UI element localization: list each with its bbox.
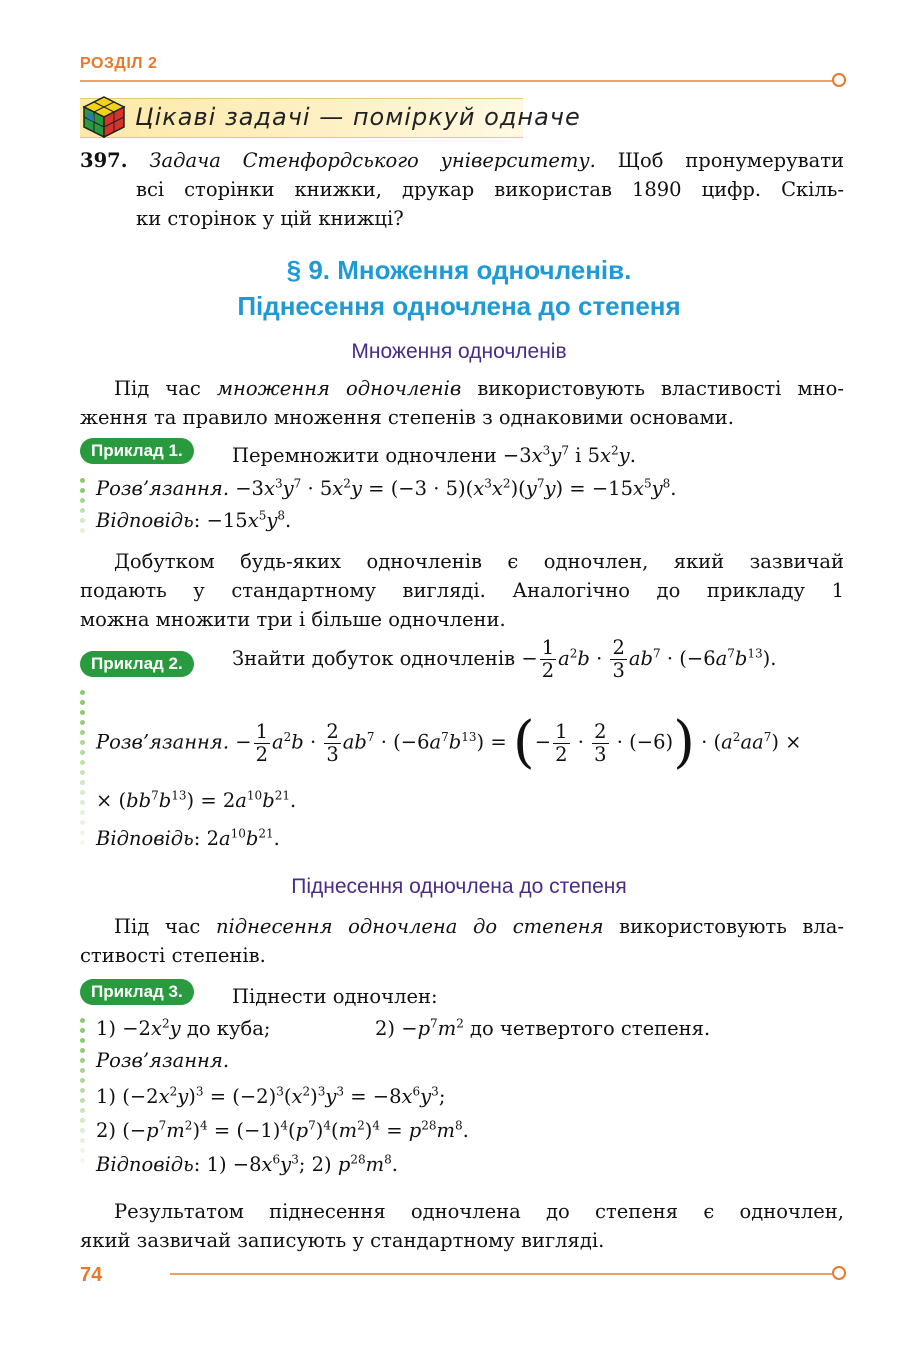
subheading-multiplication: Множення одночленів — [351, 340, 567, 363]
example-2-badge: Приклад 2. — [80, 654, 194, 674]
example-2-answer: Відповідь: $2a^{10}b^{21}$. — [96, 826, 280, 850]
subheading-power: Піднесення одночлена до степеня — [291, 875, 627, 898]
problem-line1: Щоб пронумерувати — [617, 149, 844, 172]
p2-line2: подають у стандартному вигляді. Аналогічно до прикладу 1 — [80, 579, 844, 602]
p2-line3: можна множити три і більше одночлени. — [80, 608, 506, 631]
example-1-answer: Відповідь: $-15x^5y^8$. — [96, 508, 292, 532]
example-3-item-2: $2) -p^7m^2$ до четвертого степеня. — [375, 1016, 711, 1040]
p1-line2: ження та правило множення степенів з однаковими основами. — [80, 406, 734, 429]
p4-line1: Результатом піднесення одночлена до степеня є одночлен, — [114, 1200, 844, 1223]
paragraph-3 — [80, 912, 844, 970]
page-number: 74 — [80, 1264, 103, 1286]
example-2-solution-cont: × $(bb^7b^{13}) = 2a^{10}b^{21}$. — [96, 788, 297, 812]
example-3-solution-1: 1) $(-2x^2y)^3 = (-2)^3(x^2)^3y^3 = -8x^6y^3$; — [96, 1084, 446, 1108]
problem-line2: всі сторінки книжки, друкар використав 1890 цифр. Скіль- — [136, 178, 844, 201]
p1-c: використовують властивості мно- — [477, 377, 844, 400]
problem-397 — [80, 146, 844, 233]
header-rule — [80, 80, 832, 82]
paragraph-1 — [80, 374, 844, 432]
rubiks-cube-icon — [80, 95, 128, 139]
p1-a: Під час — [114, 377, 201, 400]
example-1-solution: Розв’язання. $-3x^3y^7 \cdot 5x^2y = (-3 \cdot 5)(x^3x^2)(y^7y) = -15x^5y^8$. — [96, 476, 677, 500]
chapter-label: РОЗДІЛ 2 — [80, 55, 158, 72]
example-2-solution: Розв’язання. − $\frac{1}{2}$ $a^2b$ · $\frac{2}{3}$ $ab^7 \cdot (-6a^7b^{13})$ = (− $\frac{1}{2}$ · $\frac{2}{3}$ · $(-6)) \cdot (a^2aa^7)$ × — [96, 710, 802, 775]
section-title-line1: § 9. Множення одночленів. — [286, 255, 632, 285]
header-rule-end-icon — [832, 73, 846, 87]
paragraph-2 — [80, 547, 844, 634]
example-2-task: Знайти добуток одночленів − $\frac{1}{2}$ $a^2b$ · $\frac{2}{3}$ $ab^7 \cdot (-6a^7b^{13})$. — [232, 636, 777, 682]
example-3-answer: Відповідь: $1) -8x^6y^3$; 2) $p^{28}m^8$. — [96, 1152, 398, 1176]
banner-title: Цікаві задачі — поміркуй одначе — [135, 103, 581, 131]
p3-line2: стивості степенів. — [80, 944, 266, 967]
example-3-dots — [80, 1018, 84, 1168]
example-3-solution-label: Розв’язання. — [96, 1049, 230, 1072]
section-title-line2: Піднесення одночлена до степеня — [237, 291, 681, 321]
p3-a: Під час — [114, 915, 201, 938]
footer-rule — [170, 1273, 832, 1275]
example-3-badge: Приклад 3. — [80, 982, 194, 1002]
example-3-task: Піднести одночлен: — [232, 985, 438, 1008]
example-1-badge: Приклад 1. — [80, 441, 194, 461]
p3-term: піднесення одночлена до степеня — [215, 915, 604, 938]
footer-rule-end-icon — [832, 1266, 846, 1280]
paragraph-4 — [80, 1197, 844, 1255]
problem-number: 397. — [80, 149, 128, 172]
problem-title: Задача Стенфордського університету. — [149, 149, 596, 172]
example-1-task: Перемножити одночлени $-3x^3y^7$ і $5x^2y$. — [232, 443, 636, 467]
p2-line1: Добутком будь-яких одночленів є одночлен, який зазвичай — [114, 550, 844, 573]
example-3-solution-2: 2) $(-p^7m^2)^4 = (-1)^4(p^7)^4(m^2)^4 = p^{28}m^8$. — [96, 1118, 469, 1142]
example-2-dots — [80, 690, 84, 850]
p3-c: використовують вла- — [619, 915, 845, 938]
example-1-dots — [80, 478, 84, 538]
example-3-item-1: $1) -2x^2y$ до куба; — [96, 1016, 271, 1040]
p4-line2: який зазвичай записують у стандартному вигляді. — [80, 1229, 605, 1252]
p1-term: множення одночленів — [216, 377, 462, 400]
problem-line3: ки сторінок у цій книжці? — [136, 207, 404, 230]
